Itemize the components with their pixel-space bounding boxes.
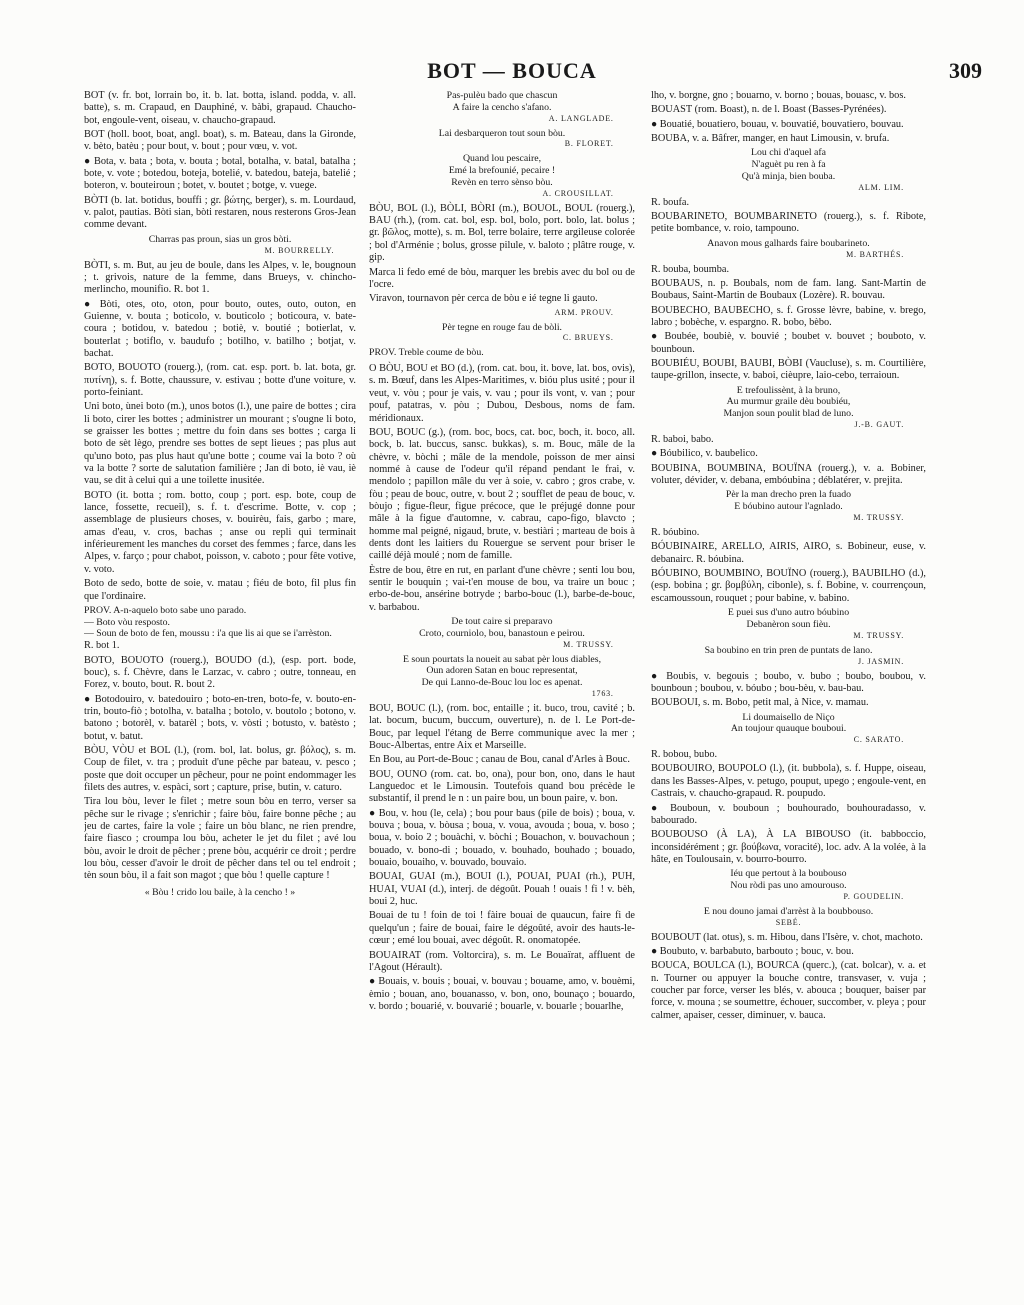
dictionary-entry: ● Bòti, otes, oto, oton, pour bouto, outes, outo, outon, en Guienne, v. bouta ; boticolo, v. bouticolo ; boticoura, v. bate-coura ; botidou, v. batedou ; botiè, v. boutié ; botierlat, v. bouterlat ; botiflo, v. baudufo ; botilho, v. batilho ; botjat, v. bachat.	[84, 298, 356, 359]
verse-line: E trefoulissènt, à la bruno,	[736, 384, 841, 396]
dictionary-entry: R. bóubino.	[651, 527, 700, 539]
verse-line: Charras pas proun, sias un gros bòti.	[148, 233, 292, 245]
dictionary-entry: BOUBOUSO (À LA), À LA BIBOUSO (it. babboccio, inconsidérément ; gr. βούβωνα, voracité), loc. adv. A la volée, à la hâte, en Toulousain, v. bourro-bourro.	[651, 829, 926, 865]
dictionary-entry: BOT (holl. boot, boat, angl. boat), s. m. Bateau, dans la Gironde, v. bèto, batèu ; pour bout, v. bout ; pour vœu, v. vot.	[84, 129, 356, 153]
dictionary-entry: ● Bóubilico, v. baubelico.	[651, 448, 758, 460]
quote-author: M. BOURRELLY.	[264, 245, 335, 255]
dictionary-entry: BOTO, BOUOTO (rouerg.), (rom. cat. esp. port. b. lat. bota, gr. πυτίνη), s. f. Botte, chaussure, v. estivau ; botte d'une voiture, v. porto-feiniant.	[84, 362, 356, 399]
dictionary-entry: ● Boubuto, v. barbabuto, barbouto ; bouc, v. bou.	[651, 945, 854, 957]
quote-author: ARM. PROUV.	[554, 307, 614, 317]
verse-line: Li doumaisello de Niço	[742, 711, 835, 723]
dictionary-entry: R. bouba, boumba.	[651, 263, 730, 275]
dictionary-entry: ● Boubée, boubiè, v. bouvié ; boubet v. bouvet ; bouboto, v. bounboun.	[651, 331, 926, 355]
verse-line: Croto, courniolo, bou, banastoun e peirou.	[419, 627, 585, 639]
dictionary-entry: BÒU, BOL (l.), BÒLI, BÒRI (m.), BOUOL, BOUL (rouerg.), BAU (rh.), (rom. cat. bol, esp. bol, bolo, port. bolo, lat. bolus ; gr. βῶλος, motte), s. m. Bol, terre bolaire, terre argileuse colorée ; bol d'Arménie ; bolus, grosse pilule, v. baloto ; plâtre rouge, v. gip.	[369, 202, 635, 264]
dictionary-entry: BOUCA, BOULCA (l.), BOURCA (querc.), (cat. bolcar), v. a. et n. Tourner ou appuyer la bouche contre, transvaser, v. vuja ; coucher par force, verser les blés, v. abouca ; bouquer, baiser par force, v. mouna ; se soumettre, échouer, succomber, v. pleya ; pour calmer, apaiser, cesser, diminuer, v. bauca.	[651, 960, 926, 1021]
page-header	[0, 58, 1024, 88]
dictionary-entry: ● Bouais, v. bouis ; bouai, v. bouvau ; bouame, amo, v. bouèmi, èmio ; bouan, ano, bouanasso, v. bon, ono, bounaço ; bouardo, v. bordo ; bouarié, v. bouvarié ; bouarle, v. bouarle ; bouarlhe,	[369, 976, 635, 1012]
dictionary-entry: BOTO, BOUOTO (rouerg.), BOUDO (d.), (esp. port. bode, bouc), s. f. Chèvre, dans le Larzac, v. cabro ; outre, tonneau, en Forez, v. bouto, bout. R. bout 2.	[84, 654, 356, 691]
dictionary-entry: Èstre de bou, être en rut, en parlant d'une chèvre ; senti lou bou, sentir le bouquin ; vai-t'en mouse de bou, va traire un bouc ; erbo-de-bou, ansérine botryde ; barbo-bouc (l.), barbe-de-bouc, v. barbabou.	[369, 564, 635, 613]
quote-author: ALM. LIM.	[858, 182, 904, 192]
column-right	[651, 90, 926, 1290]
dictionary-entry: BÓUBINAIRE, ARELLO, AIRIS, AIRO, s. Bobineur, euse, v. debanairc. R. bóubina.	[651, 541, 926, 565]
dictionary-entry: Marca li fedo emé de bòu, marquer les brebis avec du bol ou de l'ocre.	[369, 266, 635, 290]
dictionary-entry: R. bobou, bubo.	[651, 749, 718, 761]
dictionary-entry: Uni boto, ùnei boto (m.), unos botos (l.), une paire de bottes ; cira li boto, cirer les bottes ; administrer un mourant ; s'ougne li boto, se graisser les bottes ; mettre du foin dans ses bottes ; carga li boto de sèt lègo, prendre ses bottes de sept lieues ; pas plus aut qu'uno boto, pas plus haut qu'une botte ; coume vai la boto ? où va la botte ? sorte de salutation familière ; Jan di boto, iè vau, iè vau, se dit à celui qui a une toilette inusitée.	[84, 401, 356, 487]
dictionary-entry: BOUBOUT (lat. otus), s. m. Hibou, dans l'Isère, v. chot, machoto.	[651, 931, 923, 943]
verse-line: Debanèron soun fièu.	[746, 618, 831, 630]
quote-author: 1763.	[591, 688, 614, 698]
page-number: 309	[949, 58, 982, 83]
running-title: BOT — BOUCA	[427, 58, 597, 83]
dictionary-entry: BOUBOUIRO, BOUPOLO (l.), (it. bubbola), s. f. Huppe, oiseau, dans les Basses-Alpes, v. petugo, pouput, upego ; engoule-vent, en Castrais, v. chaucho-grapaud. R. poupudo.	[651, 763, 926, 800]
verse-line: E puei sus d'uno autro bóubino	[727, 607, 850, 619]
quote-author: C. SARATO.	[853, 735, 904, 745]
verse-line: Quand lou pescaire,	[462, 153, 542, 165]
dictionary-entry: BOUAIRAT (rom. Voltorcira), s. m. Le Bouaïrat, affluent de l'Agout (Hérault).	[369, 949, 635, 973]
dictionary-entry: BOU, OUNO (rom. cat. bo, ona), pour bon, ono, dans le haut Languedoc et le Limousin. Toutefois quand bou précède le substantif, il prend le n : un paire bou, un boun paire, v. bon.	[369, 768, 635, 805]
verse-line: Pèr tegne en rouge fau de bòli.	[442, 321, 562, 333]
quote-author: C. BRUEYS.	[562, 333, 614, 343]
quote-author: B. FLORET.	[564, 139, 614, 149]
dictionary-entry: BÒU, VÒU et BOL (l.), (rom. bol, lat. bolus, gr. βόλος), s. m. Coup de filet, v. tra ; produit d'une pêche par bateau, v. pesco ; poste que doit occuper un pêcheur, pour ne point endommager les filets des autres, v. espàci, sort ; capture, prise, butin, v. caturo.	[84, 745, 356, 794]
quote-author: M. TRUSSY.	[563, 639, 614, 649]
dictionary-entry: BOUAST (rom. Boast), n. de l. Boast (Basses-Pyrénées).	[651, 104, 887, 116]
dictionary-entry: BOUBA, v. a. Bâfrer, manger, en haut Limousin, v. brufa.	[651, 133, 890, 145]
verse-line: Manjon soun poulit blad de luno.	[723, 408, 854, 420]
dictionary-entry: R. bot 1.	[84, 640, 120, 652]
quote-author: J. JASMIN.	[857, 656, 904, 666]
dictionary-entry: lho, v. borgne, gno ; bouarno, v. borno ; bouas, bouasc, v. bos.	[651, 90, 906, 101]
dictionary-entry: ● Bota, v. bata ; bota, v. bouta ; botal, botalha, v. batal, batalha ; bote, v. vote ; botedou, boteja, botelié, v. batedou, bateja, batelié ; boteron, v. bouteiroun ; botet, v. boutet ; botge, v. vuege.	[84, 155, 356, 192]
verse-line: Qu'à minja, bien bouba.	[741, 170, 836, 182]
verse-line: Emé la brefounié, pecaire !	[448, 165, 556, 177]
dictionary-entry: Tira lou bòu, lever le filet ; metre soun bòu en terro, verser sa pêche sur le rivage ; s'enrichir ; faire bòu, faire bonne pêche ; au jeu de cartes, faire la vole ; faire un bòu blanc, ne rien prendre, faire fiasco ; croumpa lou bòu, acheter le jet du filet ; avé lou bòu, avoir le droit de pêcher ; prene bòu, acquérir ce droit ; perdre lou bòu, cesser d'avoir le droit de pêcher dans tel ou tel endroit ; tèn soun bòu, il a fait son magot ; que bòu ! quelle capture !	[84, 796, 356, 882]
verse-line: Pas-pulèu bado que chascun	[446, 90, 558, 101]
dictionary-entry: ● Bouatié, bouatiero, bouau, v. bouvatié, bouvatiero, bouvau.	[651, 118, 904, 130]
dictionary-entry: BOUBECHO, BAUBECHO, s. f. Grosse lèvre, babine, v. brego, labro ; bobèche, v. espargno. R. bobo, bèbo.	[651, 304, 926, 328]
quote-author: A. LANGLADE.	[548, 113, 614, 123]
dictionary-entry: BOUBINA, BOUMBINA, BOUÏNA (rouerg.), v. a. Bobiner, voluter, dévider, v. debana, embóubina ; déblatérer, v. prejita.	[651, 462, 926, 487]
quote-author: P. GOUDELIN.	[843, 891, 904, 901]
verse-line: Oun adoren Satan en bouc representat,	[426, 665, 578, 677]
verse-line: Pèr la man drecho pren la fuado	[725, 489, 852, 501]
quote-author: A. CROUSILLAT.	[542, 188, 614, 198]
verse-line: Au murmur graile dèu boubiéu,	[726, 396, 851, 408]
dictionary-entry: Boto de sedo, botte de soie, v. matau ; fiéu de boto, fil plus fin que l'ordinaire.	[84, 578, 356, 602]
verse-line: E soun pourtats la noueit au sabat pèr lous diables,	[402, 653, 602, 665]
verse-line: De tout caire si preparavo	[451, 616, 553, 627]
dictionary-entry: BOUBARINETO, BOUMBARINETO (rouerg.), s. f. Ribote, petite bombance, v. roio, tampouno.	[651, 211, 926, 235]
verse-line: E bóubino autour l'agnlado.	[734, 501, 843, 513]
dictionary-entry: Viravon, tournavon pèr cerca de bòu e ié tegne li gauto.	[369, 293, 598, 305]
verse-line: De qui Lanno-de-Bouc lou loc es apenat.	[421, 677, 583, 689]
dictionary-entry: BOU, BOUC (g.), (rom. boc, bocs, cat. boc, boch, it. boco, all. bock, b. lat. buccus, sansc. bukkas), s. m. Bouc, mâle de la chèvre, v. bòchi ; mâle de la mendole, poisson de mer ainsi nommé à cause de l'odeur qu'il répand pendant le frai, v. mendolo ; papillon mâle du ver à soie, v. cabro ; gros crabe, v. fòu ; peau de bouc, outre, v. bout 2 ; soufflet de peau de bouc, v. bòujo ; figue-fleur, figue précoce, que le préjugé donne pour mâle à la figue d'automne, v. cabrau, capo-figo, blavcto ; homme mal peigné, nigaud, brute, v. bestiàri ; marteau de bois à dents dont les laitiers du Rouergue se servent pour briser le caillé déjà moulé ; nom de famille.	[369, 426, 635, 562]
dictionary-entry: BOUBAUS, n. p. Boubals, nom de fam. lang. Sant-Martin de Boubaus, Saint-Martin de Boubaux (Lozère). R. bouvau.	[651, 277, 926, 302]
dictionary-entry: O BÒU, BOU et BO (d.), (rom. cat. bou, it. bove, lat. bos, ovis), s. m. Bœuf, dans les Alpes-Maritimes, v. bióu plus usité ; pour il veut, v. vòu ; pour je vais, v. vau ; pour ils vont, v. van ; pour pouf, patatras, v. pòu ; Dubou, Desbous, noms de fam. méridionaux.	[369, 363, 635, 424]
proverb-line: PROV. A-n-aquelo boto sabe uno parado.	[84, 604, 247, 616]
quote-author: M. BARTHÉS.	[846, 249, 904, 259]
dictionary-entry: En Bou, au Port-de-Bouc ; canau de Bou, canal d'Arles à Bouc.	[369, 754, 630, 766]
verse-line: Sa boubino en trin pren de puntats de lano.	[704, 644, 873, 656]
quote-author: M. TRUSSY.	[853, 630, 904, 640]
dictionary-entry: Bouai de tu ! foin de toi ! fàire bouai de quaucun, faire fi de quelqu'un ; faire de bouai, faire le dégoûté, avoir des hauts-le-cœur ; emé lou bouai, avec dégoût. R. onomatopée.	[369, 910, 635, 947]
dictionary-entry: BÓUBINO, BOUMBINO, BOUÏNO (rouerg.), BAUBILHO (d.), (esp. bobina ; gr. βομβύλη, cibonle), s. f. Bobine, v. courrençoun, escamoussoun, rouquet ; pour babine, v. babino.	[651, 568, 926, 604]
column-left	[84, 90, 356, 1290]
dictionary-entry: BOUAI, GUAI (m.), BOUI (l.), POUAI, PUAI (rh.), PUH, HUAI, VUAI (d.), interj. de dégoût. Pouah ! ouais ! fi ! v. bèh, boui 2, huc.	[369, 871, 635, 908]
dictionary-entry: ● Bou, v. hou (le, cela) ; bou pour baus (pile de bois) ; boua, v. bouva ; boua, v. bòusa ; boua, v. voua, avouda ; boua, v. boso ; boua, v. boio 2 ; bouàchi, v. bòchi ; Bouachon, v. bouvachoun ; bouado, v. bono-di ; bouado, v. bouhado, bouhado ; bouado, bouaio, bouaiho, v. bouvado, bouvaio.	[369, 807, 635, 869]
verse-line: N'aguèt pu ren à fa	[751, 159, 826, 171]
verse-line: Anavon mous galhards faire boubarineto.	[707, 237, 870, 249]
verse-line: An toujour quauque bouboui.	[730, 723, 847, 735]
dictionary-entry: ● Boubis, v. begouis ; boubo, v. bubo ; boubo, boubou, v. bounboun ; boubou, v. bóubo ; bou-bèu, v. bau-bau.	[651, 670, 926, 694]
proverb-line: — Soun de boto de fen, moussu : i'a que lis ai que se i'arrèston.	[84, 628, 332, 640]
dictionary-entry: BÒTI, s. m. But, au jeu de boule, dans les Alpes, v. le, bougnoun ; t. grivois, nature de la femme, dans Brueys, v. chincho-merlincho, mounifio. R. bot 1.	[84, 259, 356, 296]
verse-line: Iéu que pertout à la boubouso	[730, 868, 847, 880]
dictionary-entry: BOU, BOUC (l.), (rom. boc, entaille ; it. buco, trou, cavité ; b. lat. bocum, bucum, buccum, ouverture), n. de l. Le Port-de-Bouc, par lequel l'étang de Berre communique avec la mer ; Bouc-Albertas, entre Aix et Marseille.	[369, 702, 635, 752]
verse-line: Lou chi d'aquel afa	[751, 147, 826, 159]
dictionary-entry: R. baboi, babo.	[651, 434, 714, 446]
dictionary-entry: BOUBOUI, s. m. Bobo, petit mal, à Nice, v. mamau.	[651, 697, 869, 709]
dictionary-entry: R. boufa.	[651, 196, 690, 208]
verse-line: Revèn en terro sènso bòu.	[451, 176, 553, 188]
dictionary-entry: ● Bouboun, v. bouboun ; bouhourado, bouhouradasso, v. babourado.	[651, 802, 926, 826]
column-middle	[369, 90, 635, 1290]
dictionary-entry: BÒTI (b. lat. botidus, bouffi ; gr. βώτης, berger), s. m. Lourdaud, v. palot, pautias. Bòti sian, bòti restaren, nous resterons Gros-Jean comme devant.	[84, 194, 356, 231]
proverb-line: — Boto vòu resposto.	[84, 616, 170, 628]
dictionary-entry: BOTO (it. botta ; rom. botto, coup ; port. esp. bote, coup de lance, fossette, recueil), s. f. t. d'escrime. Botte, v. cop ; assemblage de plusieurs choses, v. bouirèu, fais, garbo ; mare, amas d'eau, v. cros, bachas ; anse ou repli qui terminait inférieurement les manches du corset des femmes ; farce, dans les Alpes, v. farço ; pour chabot, poisson, v. caboto ; pour fête votive, v. voto.	[84, 489, 356, 575]
verse-line: A faire la cencho s'afano.	[452, 101, 552, 113]
dictionary-entry: BOT (v. fr. bot, lorrain bo, it. b. lat. botta, island. podda, v. all. batte), s. m. Crapaud, en Dauphiné, v. bàbi, grapaud. Chaucho-bot, engoule-vent, oiseau, v. chaucho-grapaud.	[84, 90, 356, 126]
dictionary-entry: BOUBIÉU, BOUBI, BAUBI, BÒBI (Vaucluse), s. m. Courtilière, taupe-grillon, insecte, v. baboi, cièupre, laio-cebo, terraioun.	[651, 358, 926, 382]
verse-line: Lai desbarqueron tout soun bòu.	[438, 127, 566, 139]
quote-author: M. TRUSSY.	[853, 513, 904, 523]
proverb-line: PROV. Treble coume de bòu.	[369, 347, 484, 359]
dictionary-entry: ● Botodouiro, v. batedouiro ; boto-en-tren, boto-fe, v. bouto-en-trin, bouto-fiò ; botolha, v. batalha ; botolo, v. boutolo ; botono, v. batono ; botorèl, v. batarèl ; bots, v. vòsti ; botusto, v. batèsto ; botut, v. batut.	[84, 693, 356, 742]
verse-line: E nou douno jamai d'arrèst à la boubbouso.	[703, 905, 874, 917]
quote-author: SEBÉ.	[775, 917, 802, 927]
quote-author: J.-B. GAUT.	[854, 420, 904, 430]
verse-line: « Bòu ! crido lou baile, à la cencho ! »	[144, 886, 296, 898]
verse-line: Nou ròdi pas uno amourouso.	[730, 880, 847, 892]
